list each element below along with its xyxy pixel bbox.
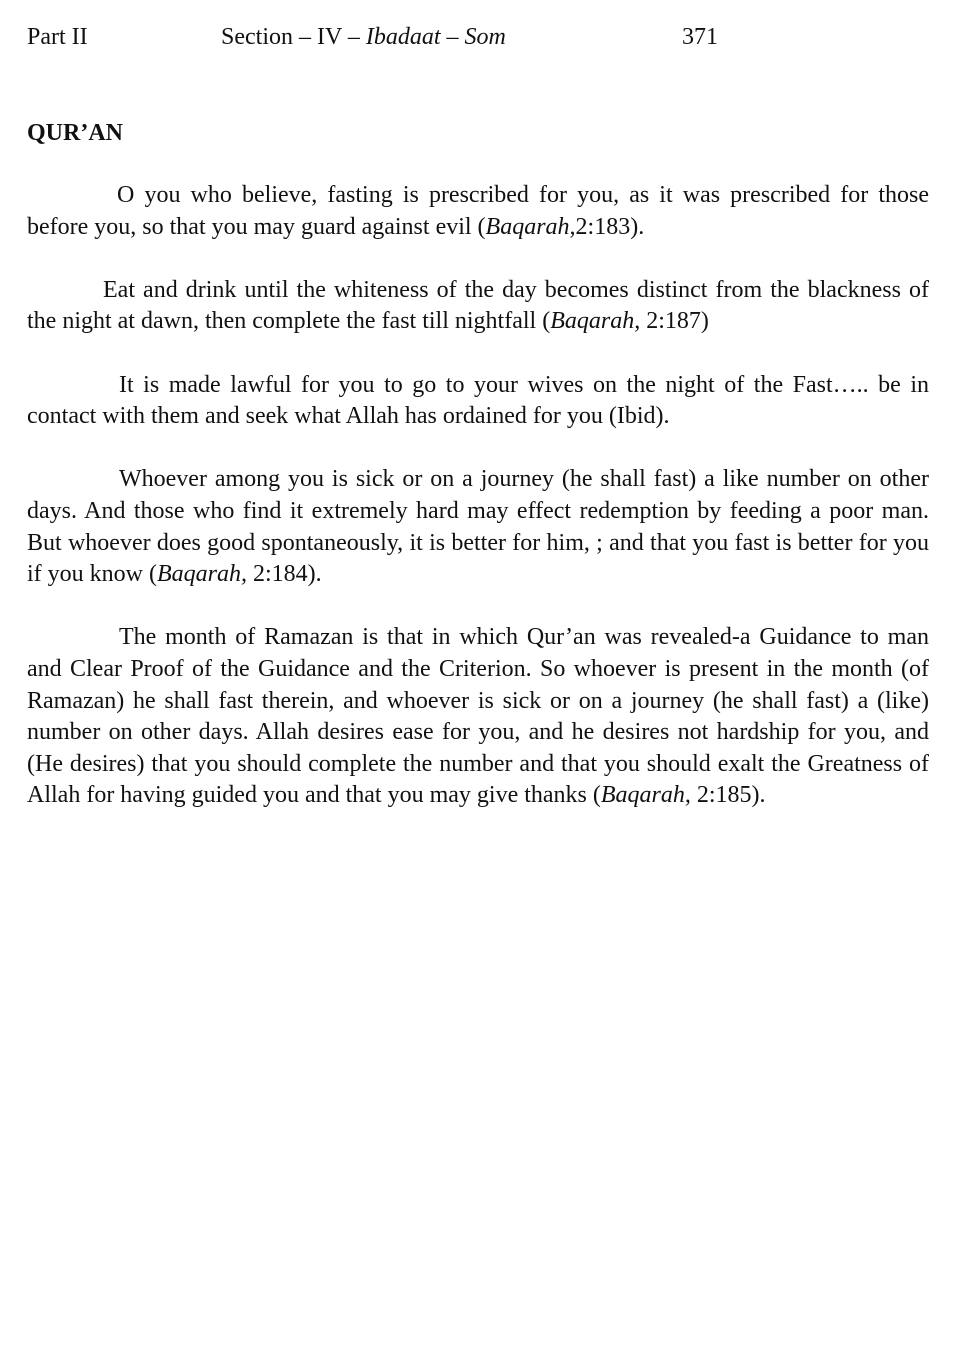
header-part: Part II: [27, 24, 88, 50]
body-text: [27, 180, 929, 843]
header-section: [221, 20, 506, 54]
paragraph-4-verse: 2:184).: [246, 561, 322, 588]
running-header: [27, 20, 727, 54]
header-section-topic: Ibadaat – Som: [365, 24, 506, 50]
paragraph-4-text: Whoever among you is sick or on a journey (he shall fast) a like number on other days. And those who find it extremely hard may effect redemption by feeding a poor man. But whoever does good spontaneously, it is better for him, ; and that you fast is better for you if you know (: [27, 466, 929, 588]
paragraph-2-reference: Baqarah,: [550, 308, 641, 335]
paragraph-5: [27, 622, 929, 812]
paragraph-5-text: The month of Ramazan is that in which Qur’an was revealed-a Guidance to man and Clear Proof of the Guidance and the Criterion. So whoever is present in the month (of Ramazan) he shall fast therein, and whoever is sick or on a journey (he shall fast) a (like) number on other days. Allah desires ease for you, and he desires not hardship for you, and (He desires) that you should complete the number and that you should exalt the Greatness of Allah for having guided you and that you may give thanks (: [27, 624, 929, 809]
paragraph-5-verse: 2:185).: [690, 782, 766, 809]
paragraph-4-reference: Baqarah,: [156, 561, 247, 588]
header-section-prefix: Section – IV –: [221, 24, 360, 50]
paragraph-1-verse: 2:183).: [575, 213, 645, 240]
paragraph-3: [27, 370, 929, 433]
paragraph-4: [27, 464, 929, 590]
page-number: 371: [682, 24, 718, 50]
paragraph-2: [27, 275, 929, 338]
paragraph-3-text: It is made lawful for you to go to your wives on the night of the Fast….. be in contact with them and seek what Allah has ordained for you (Ibid).: [27, 371, 929, 430]
paragraph-1-reference: Baqarah,: [485, 213, 576, 240]
paragraph-1-text: O you who believe, fasting is prescribed for you, as it was prescribed for those before you, so that you may guard against evil (: [27, 182, 929, 240]
paragraph-2-verse: 2:187): [640, 308, 709, 335]
paragraph-2-text: Eat and drink until the whiteness of the day becomes distinct from the blackness of the night at dawn, then complete the fast till nightfall (: [27, 276, 929, 335]
paragraph-5-reference: Baqarah,: [600, 782, 691, 809]
section-heading: QUR’AN: [27, 120, 123, 146]
paragraph-1: [27, 180, 929, 243]
